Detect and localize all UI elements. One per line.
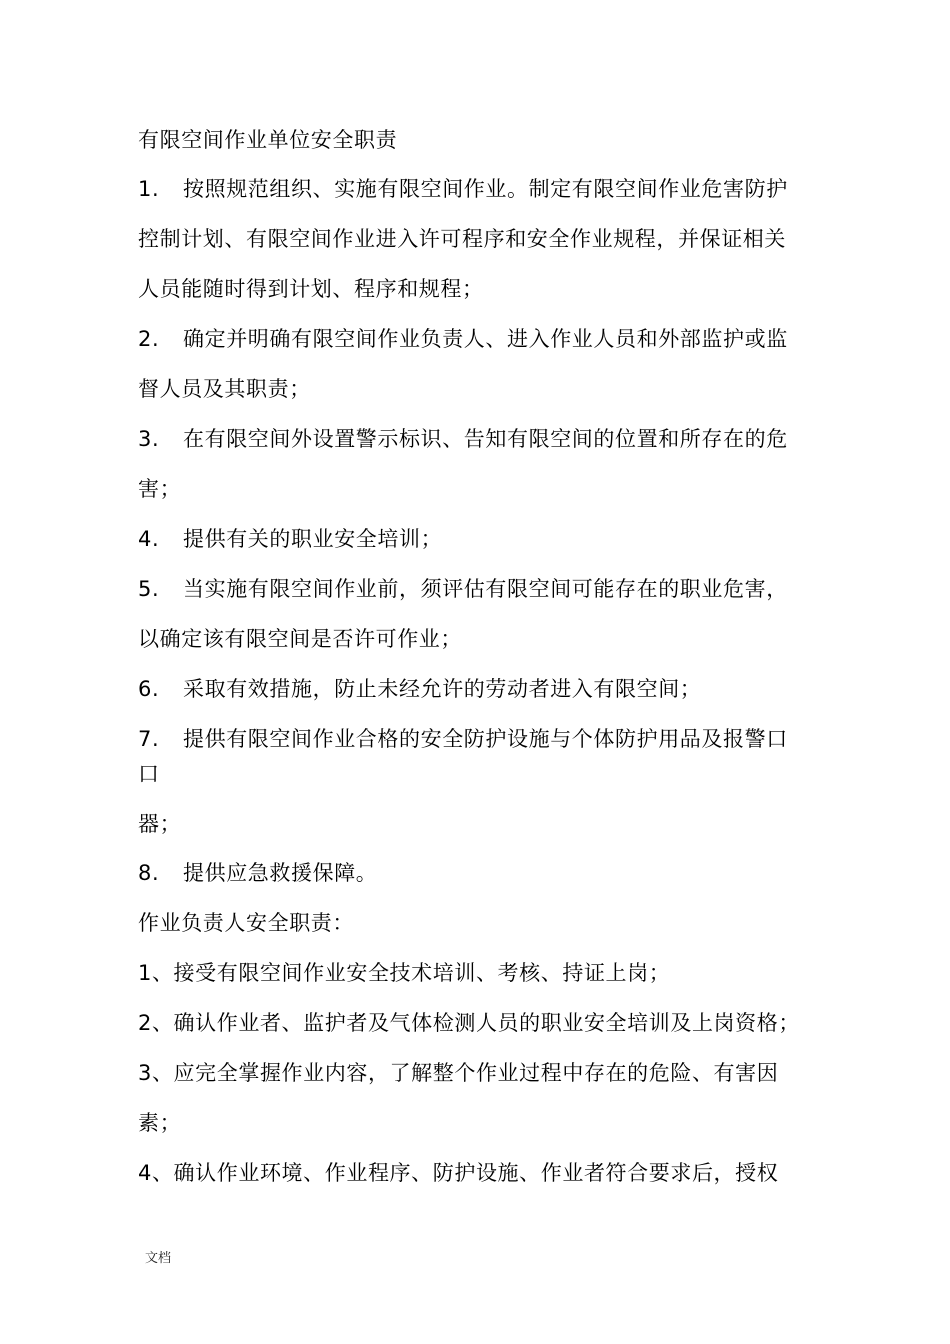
list-item-5-line-1: 5. 当实施有限空间作业前，须评估有限空间可能存在的职业危害， (138, 577, 788, 601)
list-item-4-line-1: 4. 提供有关的职业安全培训； (138, 527, 443, 551)
list-item-1-line-3: 人员能随时得到计划、程序和规程； (138, 277, 484, 301)
section-2-line-4: 素； (138, 1111, 182, 1135)
section-2-line-3: 3、应完全掌握作业内容，了解整个作业过程中存在的危险、有害因 (138, 1061, 779, 1085)
list-item-number: 1. (138, 177, 160, 201)
list-item-8-line-1: 8. 提供应急救援保障。 (138, 861, 378, 885)
list-item-5-line-2: 以确定该有限空间是否许可作业； (138, 627, 462, 651)
section-2-title: 作业负责人安全职责： (138, 911, 354, 935)
section-2-line-5: 4、确认作业环境、作业程序、防护设施、作业者符合要求后，授权 (138, 1161, 779, 1185)
list-item-number: 4. (138, 527, 160, 551)
list-item-number: 6. (138, 677, 160, 701)
list-item-7-line-2: 口 (138, 762, 160, 786)
section-2-line-2: 2、确认作业者、监护者及气体检测人员的职业安全培训及上岗资格； (138, 1011, 800, 1035)
list-item-1-line-1: 1. 按照规范组织、实施有限空间作业。制定有限空间作业危害防护 (138, 177, 788, 201)
list-item-2-line-2: 督人员及其职责； (138, 377, 311, 401)
list-item-3-line-2: 害； (138, 477, 182, 501)
footer-label: 文档 (145, 1251, 172, 1266)
list-item-number: 8. (138, 861, 160, 885)
list-item-3-line-1: 3. 在有限空间外设置警示标识、告知有限空间的位置和所存在的危 (138, 427, 788, 451)
list-item-number: 2. (138, 327, 160, 351)
list-item-1-line-2: 控制计划、有限空间作业进入许可程序和安全作业规程，并保证相关 (138, 227, 786, 251)
list-item-7-line-3: 器； (138, 812, 182, 836)
list-item-2-line-1: 2. 确定并明确有限空间作业负责人、进入作业人员和外部监护或监 (138, 327, 788, 351)
list-item-7-line-1: 7. 提供有限空间作业合格的安全防护设施与个体防护用品及报警口 (138, 727, 788, 751)
list-item-number: 5. (138, 577, 160, 601)
list-item-number: 7. (138, 727, 160, 751)
list-item-number: 3. (138, 427, 160, 451)
section-2-line-1: 1、接受有限空间作业安全技术培训、考核、持证上岗； (138, 961, 671, 985)
document-title: 有限空间作业单位安全职责 (138, 128, 398, 152)
list-item-6-line-1: 6. 采取有效措施，防止未经允许的劳动者进入有限空间； (138, 677, 702, 701)
